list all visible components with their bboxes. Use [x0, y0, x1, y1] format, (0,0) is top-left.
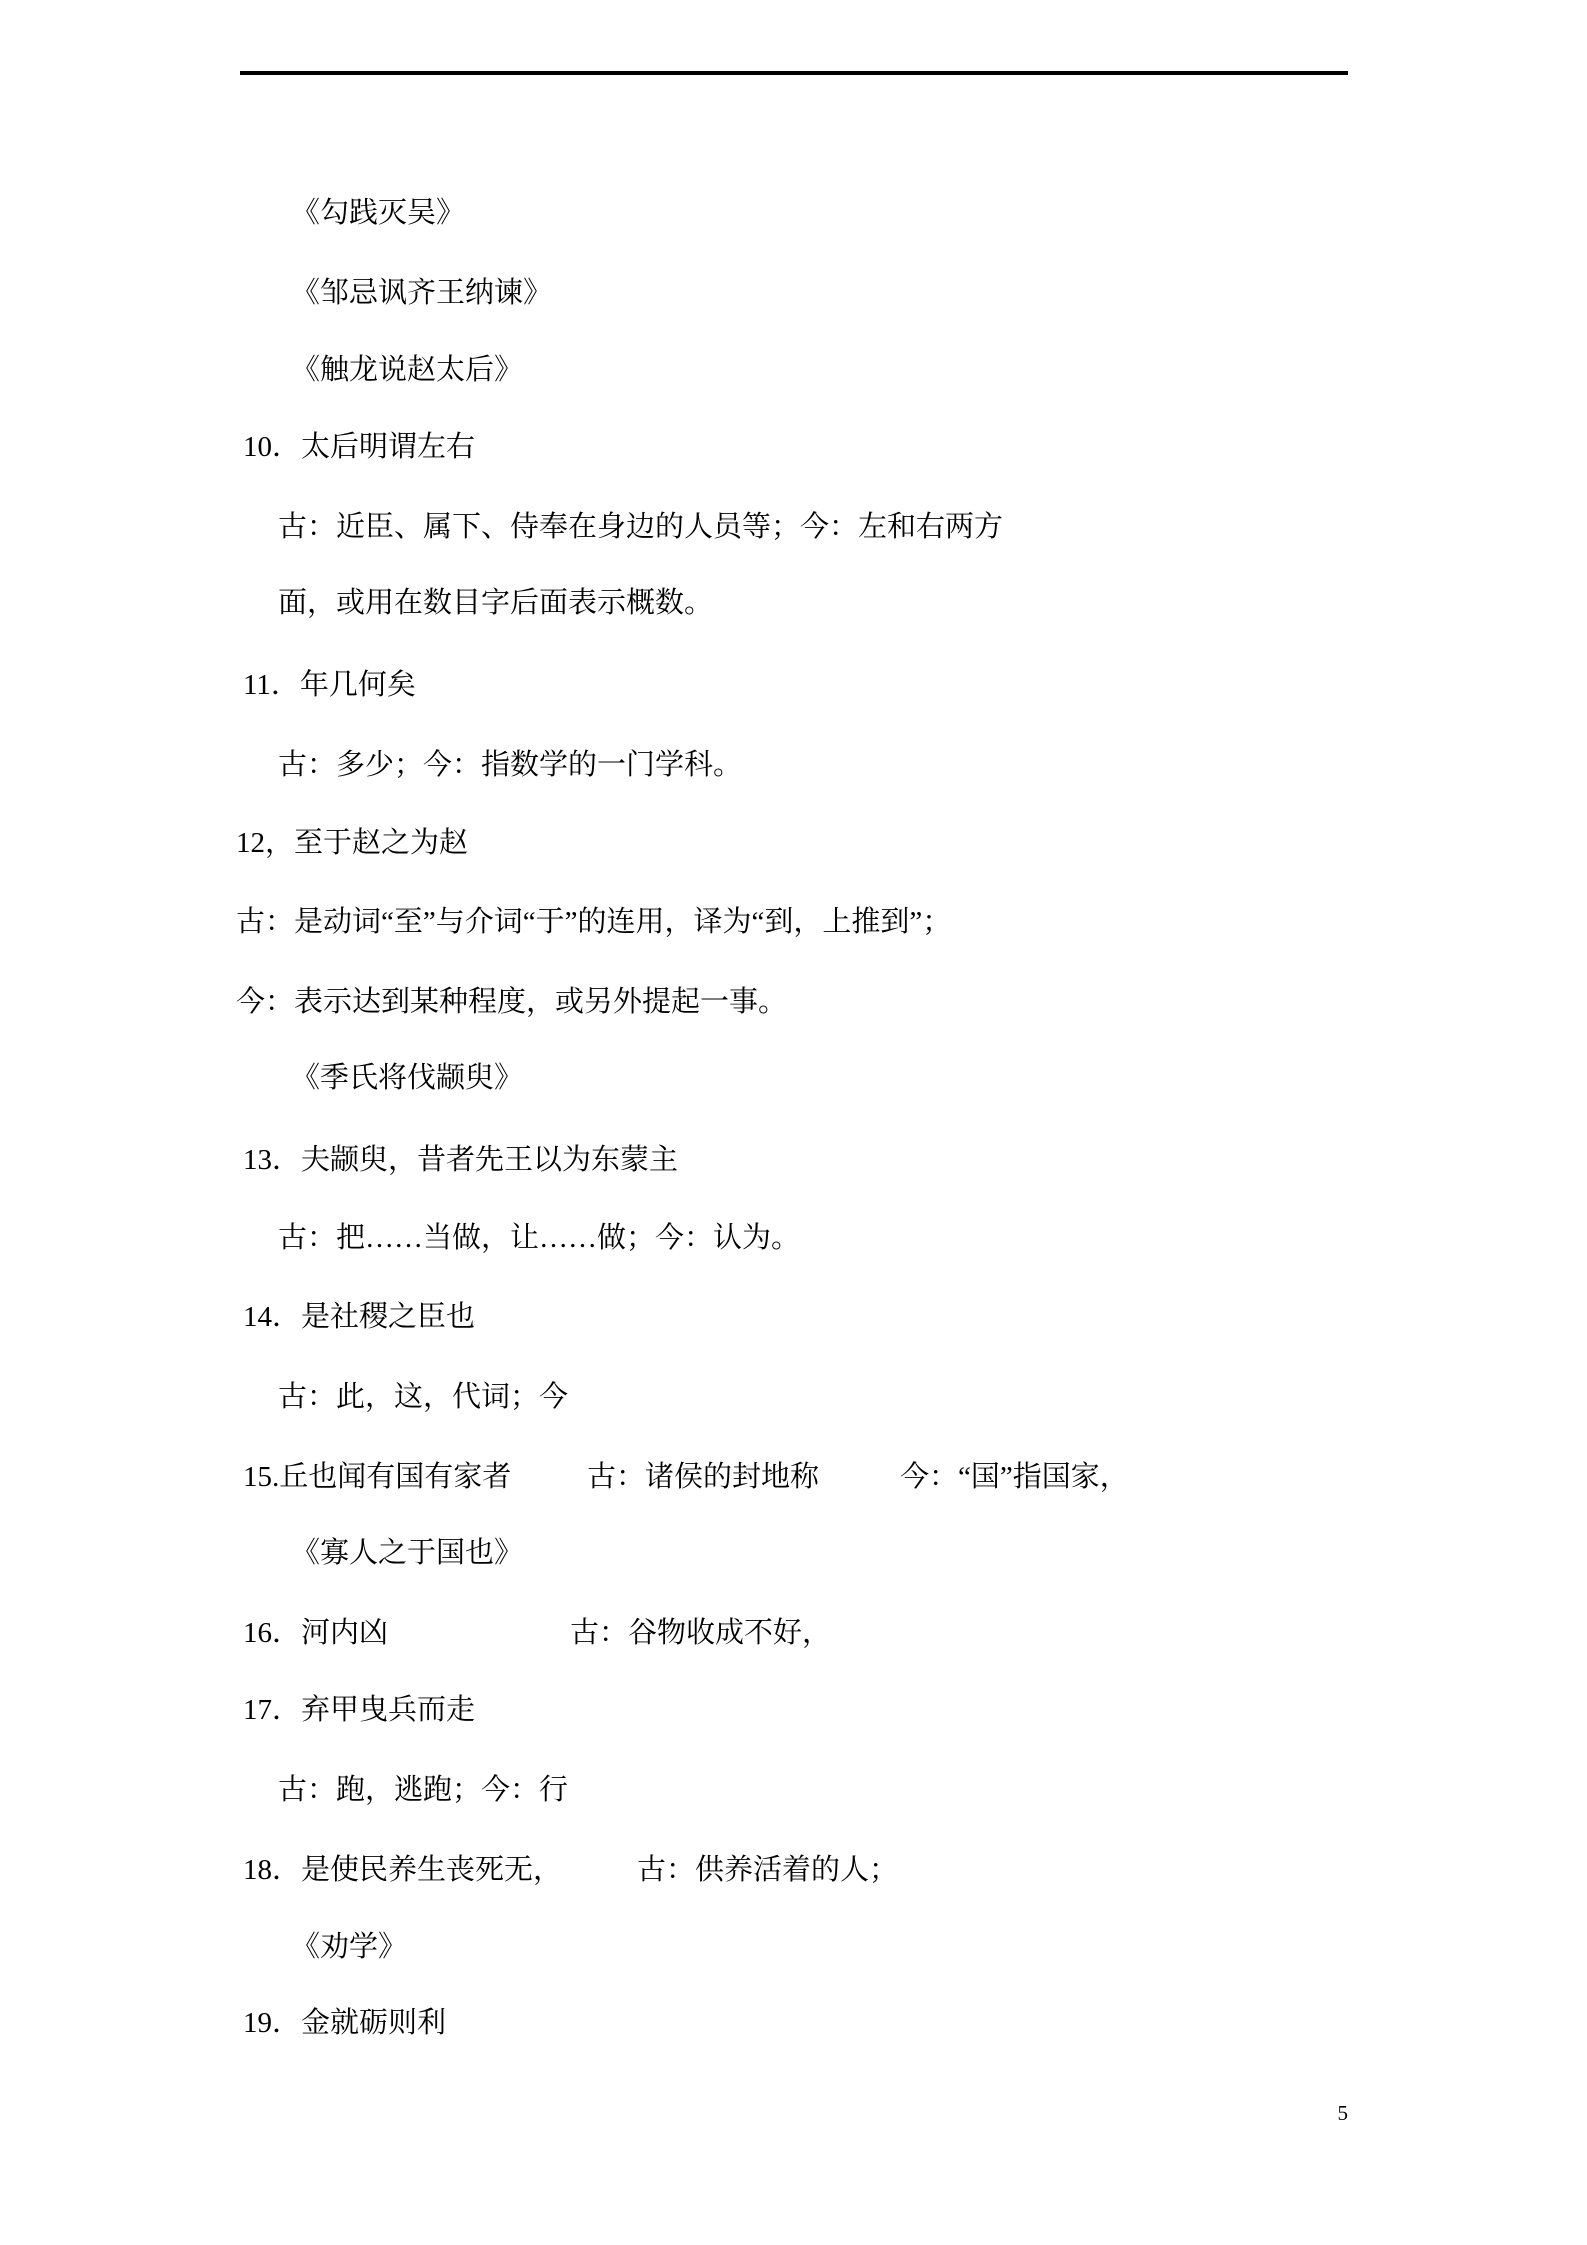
numbered-item: [0, 664, 1587, 706]
definition-text: 古：把……当做，让……做；今：认为。: [278, 1222, 801, 1254]
numbered-item: [0, 2002, 1587, 2044]
definition-text: 古：近臣、属下、侍奉在身边的人员等；今：左和右两方: [278, 511, 1004, 543]
definition-text: 古：此，这，代词；今: [278, 1381, 569, 1413]
numbered-item-text: 15.丘也闻有国有家者: [243, 1461, 512, 1493]
numbered-item-text: 13．夫颛臾，昔者先王以为东蒙主: [243, 1144, 679, 1176]
numbered-item-text: 14．是社稷之臣也: [243, 1301, 476, 1333]
definition-text: 古：诸侯的封地称: [587, 1461, 820, 1493]
definition-line: [0, 744, 1587, 786]
definition-line: [0, 506, 1587, 548]
book-title: [0, 192, 1587, 234]
definition-text: 今：“国”指国家，: [900, 1461, 1129, 1493]
book-title-text: 《寡人之于国也》: [291, 1537, 524, 1569]
definition-line: [0, 981, 1587, 1023]
book-title: [0, 1057, 1587, 1099]
book-title-text: 《季氏将伐颛臾》: [291, 1062, 524, 1094]
numbered-item: [0, 426, 1587, 468]
numbered-item: [0, 1849, 1587, 1891]
numbered-item: [0, 1296, 1587, 1338]
definition-line: [0, 901, 1587, 943]
numbered-item-text: 19．金就砺则利: [243, 2007, 447, 2039]
definition-text: 古：多少；今：指数学的一门学科。: [278, 749, 743, 781]
definition-line: [0, 1769, 1587, 1811]
book-title: [0, 272, 1587, 314]
book-title: [0, 1926, 1587, 1968]
definition-text: 古：供养活着的人；: [637, 1854, 899, 1886]
page-number: 5: [1337, 2101, 1348, 2125]
header-rule: [240, 71, 1348, 75]
definition-text: 今：表示达到某种程度，或另外提起一事。: [236, 986, 788, 1018]
numbered-item-text: 11．年几何矣: [243, 669, 416, 701]
book-title-text: 《邹忌讽齐王纳谏》: [291, 277, 553, 309]
numbered-item-text: 16．河内凶: [243, 1617, 389, 1649]
book-title: [0, 1532, 1587, 1574]
definition-line: [0, 1217, 1587, 1259]
book-title: [0, 349, 1587, 391]
definition-text: 古：是动词“至”与介词“于”的连用，译为“到，上推到”；: [236, 906, 952, 938]
continuation-text: 面，或用在数目字后面表示概数。: [278, 587, 714, 619]
numbered-item: [0, 1689, 1587, 1731]
numbered-item-text: 18．是使民养生丧死无，: [243, 1854, 563, 1886]
book-title-text: 《触龙说赵太后》: [291, 354, 524, 386]
numbered-item: [0, 822, 1587, 864]
numbered-item: [0, 1456, 1587, 1498]
numbered-item-text: 17．弃甲曳兵而走: [243, 1694, 476, 1726]
numbered-item-text: 12，至于赵之为赵: [236, 827, 469, 859]
numbered-item: [0, 1612, 1587, 1654]
numbered-item-text: 10．太后明谓左右: [243, 431, 476, 463]
definition-text: 古：谷物收成不好，: [570, 1617, 832, 1649]
book-title-text: 《劝学》: [291, 1931, 408, 1963]
definition-text: 古：跑，逃跑；今：行: [278, 1774, 569, 1806]
continuation-line: [0, 582, 1587, 624]
definition-line: [0, 1376, 1587, 1418]
book-title-text: 《勾践灭吴》: [291, 197, 466, 229]
numbered-item: [0, 1139, 1587, 1181]
